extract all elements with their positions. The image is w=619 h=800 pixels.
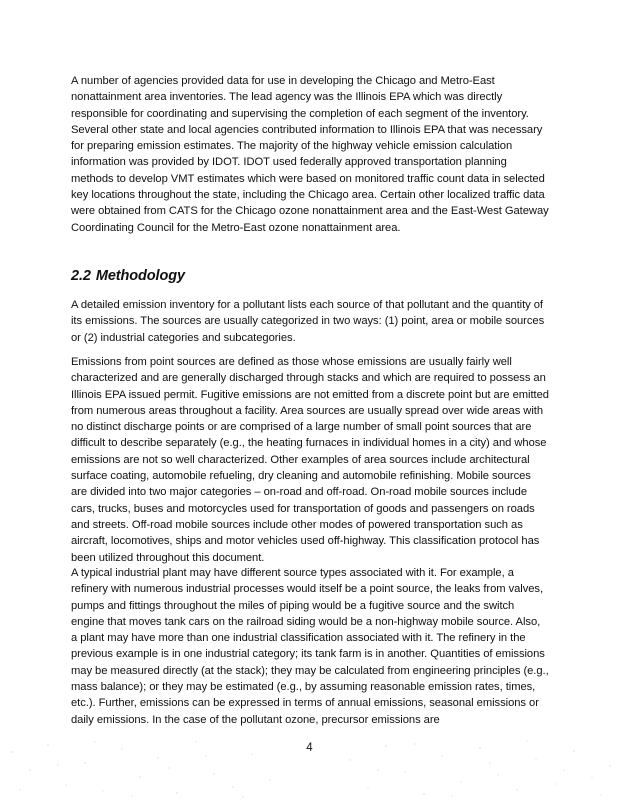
section-number: 2.2 xyxy=(71,268,91,284)
paragraph-inventory-definition: A detailed emission inventory for a pollutant lists each source of that pollutant and the quantity of its emissions. The sources are usually categorized in two ways: (1) point, area or mobile sources or (2) industrial categories and subcategories. xyxy=(71,299,545,344)
paragraph-industrial-plant: A typical industrial plant may have different source types associated with it. For example, a refinery with numerous industrial processes would itself be a point source, the leaks from valves, pumps and fittings throughout the miles of piping would be a fugitive source and the switch engine that moves tank cars on the railroad siding would be a non-highway mobile source. Also, a plant may have more than one industrial classification associated with it. The refinery in the previous example is in one industrial category; its tank farm is in another. Quantities of emissions may be measured directly (at the stack); they may be calculated from engineering principles (e.g., mass balance); or they may be estimated (e.g., by assuming reasonable emission rates, times, etc.). Further, emissions can be expressed in terms of annual emissions, seasonal emissions or daily emissions. In the case of the pollutant ozone, precursor emissions are xyxy=(71,567,549,726)
section-title: Methodology xyxy=(95,268,185,284)
section-heading xyxy=(71,266,185,286)
paragraph-source-types: Emissions from point sources are defined as those whose emissions are usually fairly well characterized and are generally discharged through stacks and which are required to possess an Illinois EPA issued permit. Fugitive emissions are not emitted from a discrete point but are emitted from numerous areas throughout a facility. Area sources are usually spread over wide areas with no distinct discharge points or are comprised of a large number of small point sources that are difficult to describe separately (e.g., the heating furnaces in individual homes in a city) and whose emissions are not so well characterized. Other examples of area sources include architectural surface coating, automobile refueling, dry cleaning and automobile refinishing. Mobile sources are divided into two major categories – on-road and off-road. On-road mobile sources include cars, trucks, buses and motorcycles used for transportation of goods and passengers on roads and streets. Off-road mobile sources include other modes of powered transportation such as aircraft, locomotives, ships and motor vehicles used off-highway. This classification protocol has been utilized throughout this document. xyxy=(71,356,549,564)
paragraph-agencies: A number of agencies provided data for use in developing the Chicago and Metro-East nonattainment area inventories. The lead agency was the Illinois EPA which was directly responsible for coordinating and supervising the completion of each segment of the inventory. Several other state and local agencies contributed information to Illinois EPA that was necessary for preparing emission estimates. The majority of the highway vehicle emission calculation information was provided by IDOT. IDOT used federally approved transportation planning methods to develop VMT estimates which were based on monitored traffic count data in selected key locations throughout the state, including the Chicago area. Certain other localized traffic data were obtained from CATS for the Chicago ozone nonattainment area and the East-West Gateway Coordinating Council for the Metro-East ozone nonattainment area. xyxy=(71,75,549,234)
page-number: 4 xyxy=(306,742,313,754)
